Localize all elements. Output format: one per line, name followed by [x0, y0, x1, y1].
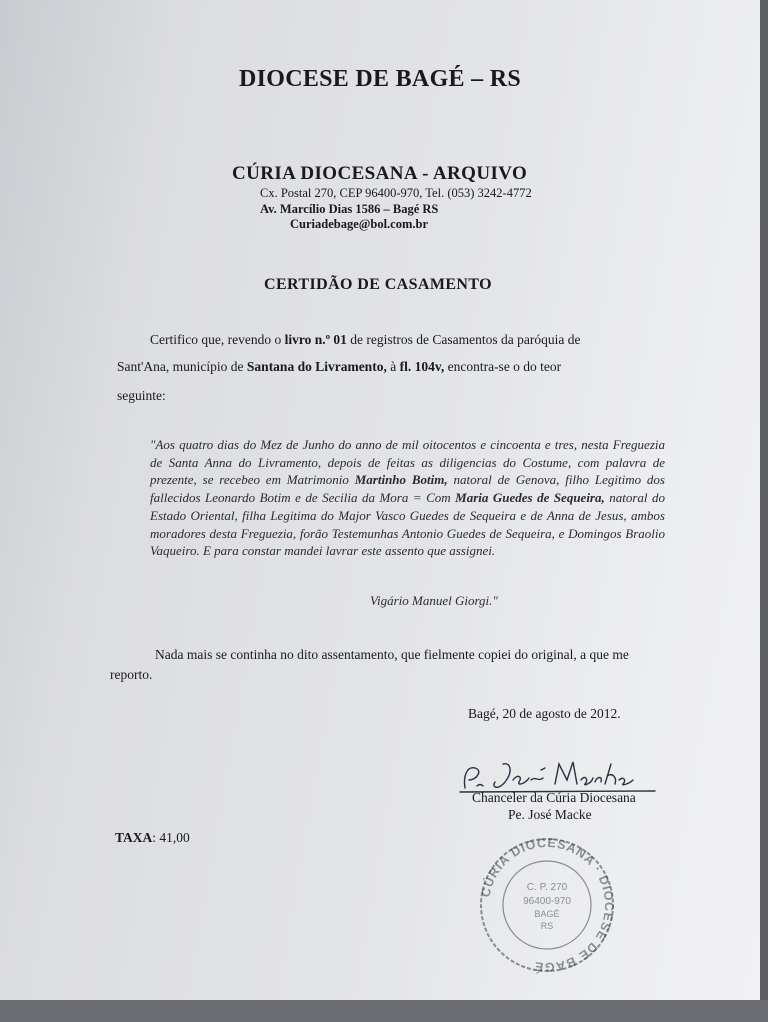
curia-title: CÚRIA DIOCESANA - ARQUIVO	[232, 163, 528, 184]
intro-line-3: seguinte:	[117, 388, 166, 403]
intro-text: Certifico que, revendo o	[150, 332, 285, 347]
svg-text:BAGÉ: BAGÉ	[534, 909, 560, 919]
certificate-title: CERTIDÃO DE CASAMENTO	[264, 276, 493, 293]
diocese-title: DIOCESE DE BAGÉ – RS	[238, 66, 522, 92]
curia-email: Curiadebage@bol.com.br	[290, 217, 429, 231]
svg-text:96400-970: 96400-970	[523, 896, 571, 907]
chancellor-name: Pe. José Macke	[508, 807, 592, 822]
quote-text: "Aos quatro dias do Mez de Junho do anno de mil oitocentos e cincoenta e tres, nesta Freguezia de Santa Anna do Livramento, depois de feitas as diligencias do Costume, com palavra de prezente, se recebeo em Matrimonio	[150, 437, 665, 488]
curia-header	[232, 163, 532, 232]
book-number: livro n.º 01	[284, 332, 347, 347]
chancellor-role: Chanceler da Cúria Diocesana	[472, 790, 636, 805]
intro-text: à	[386, 359, 400, 374]
background-surface	[0, 1000, 768, 1022]
diocese-seal	[472, 835, 622, 975]
address-line-1: Cx. Postal 270, CEP 96400-970, Tel. (053) 3242-4772	[260, 186, 532, 200]
quote-text: natoral do Estado Oriental, filha Legitima do Major Vasco Guedes de Sequeira e de Anna de Jesus, ambos moradores desta Freguezia, forão Testemunhas Antonio Guedes de Sequeira, e Domingos Braolio Vaqueiro. E para constar mandei lavrar este assento que assignei.	[150, 490, 665, 559]
svg-text:CÚRIA DIOCESANA · DIOCESE DE B: CÚRIA DIOCESANA · DIOCESE DE BAGÉ	[478, 835, 617, 975]
fee-value: : 41,00	[152, 830, 190, 845]
intro-text: de registros de Casamentos da paróquia de	[346, 332, 581, 347]
closing-statement: Nada mais se continha no dito assentamento, que fielmente copiei do original, a que me reporto.	[110, 647, 629, 682]
city-name: Santana do Livramento,	[246, 359, 387, 374]
intro-line-2	[117, 359, 561, 375]
bride-name: Maria Guedes de Sequeira,	[455, 490, 605, 506]
svg-text:RS: RS	[540, 921, 554, 931]
groom-name: Martinho Botim,	[354, 472, 448, 488]
transcription-quote	[150, 436, 665, 560]
intro-line-1	[150, 332, 580, 348]
address-line-2: Av. Marcílio Dias 1586 – Bagé RS	[260, 202, 439, 216]
svg-text:C. P. 270: C. P. 270	[526, 882, 568, 893]
issue-date: Bagé, 20 de agosto de 2012.	[468, 706, 621, 721]
folio-number: fl. 104v,	[399, 359, 445, 374]
fee-line	[115, 830, 190, 846]
vicar-signature-text: Vigário Manuel Giorgi."	[370, 593, 498, 608]
fee-label: TAXA	[115, 830, 153, 845]
intro-text: Sant'Ana, município de	[117, 359, 247, 374]
intro-text: encontra-se o do teor	[444, 359, 562, 374]
quote-text: natoral de Genova, filho Legitimo dos fallecidos Leonardo Botim e de Secilia da Mora = Com	[150, 472, 665, 506]
